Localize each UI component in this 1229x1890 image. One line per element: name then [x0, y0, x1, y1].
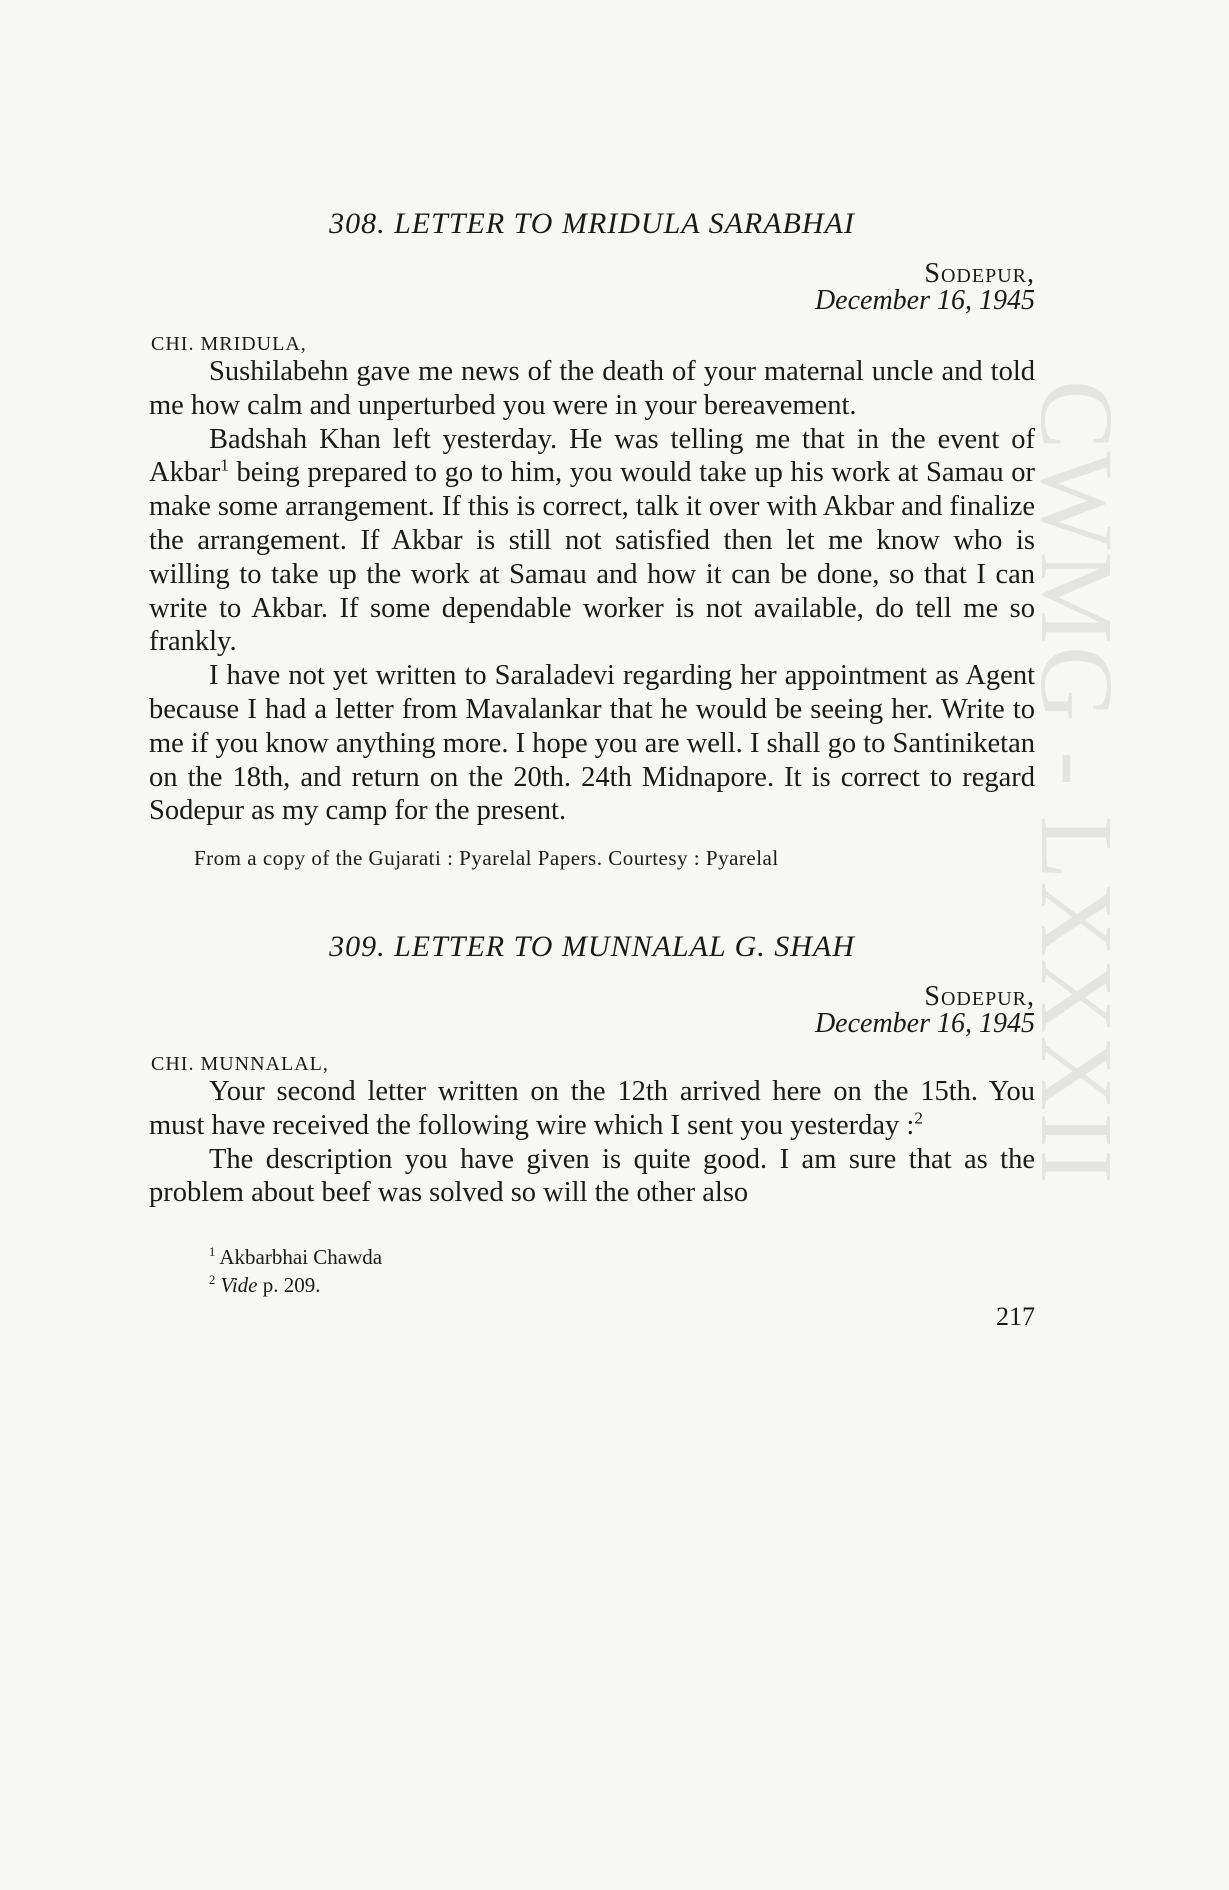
letter-308-salutation: CHI. MRIDULA,	[151, 333, 307, 355]
page-number: 217	[996, 1302, 1035, 1331]
watermark: CWMG - LXXXII	[1019, 380, 1134, 1186]
letter-308-source: From a copy of the Gujarati : Pyarelal Papers. Courtesy : Pyarelal	[194, 846, 779, 870]
footnote-2	[209, 1271, 382, 1299]
paragraph: Your second letter written on the 12th arrived here on the 15th. You must have received the following wire which I sent you yesterday :$^2$	[149, 1076, 1035, 1141]
letter-308-body	[149, 355, 1035, 828]
footnote-mark: 1	[209, 1245, 216, 1259]
letter-308-heading: 308. LETTER TO MRIDULA SARABHAI	[329, 207, 855, 240]
letter-309-body	[149, 1075, 1035, 1210]
letter-309-salutation: CHI. MUNNALAL,	[151, 1053, 329, 1075]
letter-309-heading: 309. LETTER TO MUNNALAL G. SHAH	[329, 930, 855, 963]
paragraph: The description you have given is quite good. I am sure that as the problem about beef was solved so will the other also	[149, 1143, 1035, 1209]
footnote-text: Akbarbhai Chawda	[219, 1245, 383, 1269]
footnote-text: p. 209.	[257, 1273, 321, 1297]
footnote-italic: Vide	[220, 1273, 258, 1297]
footnotes	[209, 1243, 382, 1299]
footnote-mark: 2	[209, 1273, 216, 1287]
letter-309-date: December 16, 1945	[814, 1008, 1035, 1039]
letter-308-place: Sodepur,	[924, 258, 1035, 289]
footnote-ref: 2	[914, 1108, 923, 1128]
paragraph: Badshah Khan left yesterday. He was telling me that in the event of Akbar$^1$ being prepared to go to him, you would take up his work at Samau or make some arrangement. If this is correct, talk it over with Akbar and finalize the arrangement. If Akbar is still not satisfied then let me know who is willing to take up the work at Samau and how it can be done, so that I can write to Akbar. If some dependable worker is not available, do tell me so frankly.	[149, 423, 1035, 658]
paragraph: Sushilabehn gave me news of the death of your maternal uncle and told me how calm and unperturbed you were in your bereavement.	[149, 356, 1035, 421]
letter-308-date: December 16, 1945	[814, 285, 1035, 316]
paragraph: I have not yet written to Saraladevi regarding her appointment as Agent because I had a letter from Mavalankar that he would be seeing her. Write to me if you know anything more. I hope you are well. I shall go to Santiniketan on the 18th, and return on the 20th. 24th Midnapore. It is correct to regard Sodepur as my camp for the present.	[149, 660, 1035, 827]
footnote-1	[209, 1243, 382, 1271]
footnote-ref: 1	[220, 455, 229, 475]
letter-309-place: Sodepur,	[924, 981, 1035, 1012]
